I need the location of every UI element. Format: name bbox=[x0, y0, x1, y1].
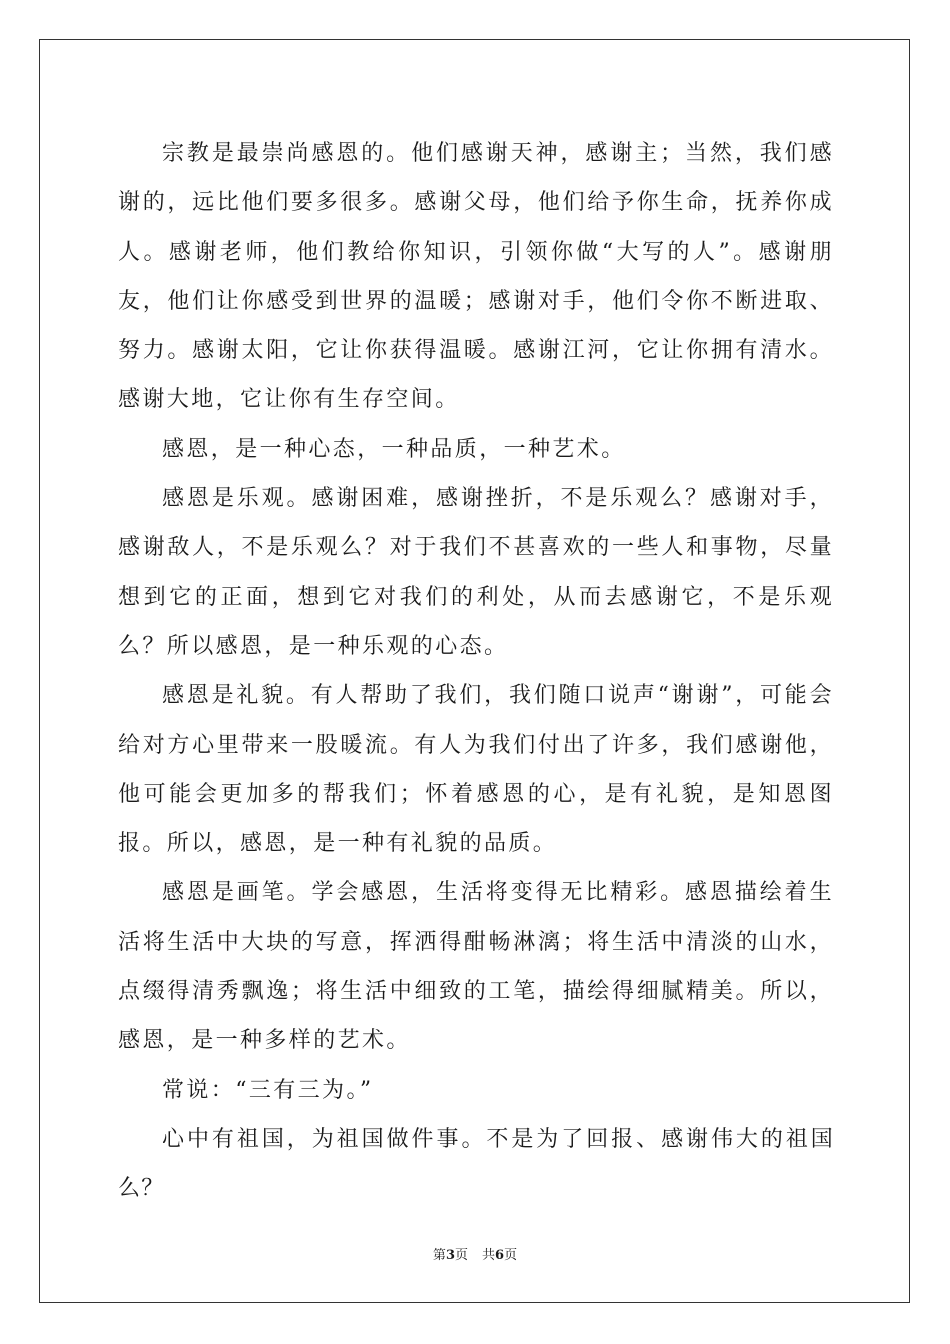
page-suffix: 页 bbox=[454, 1248, 468, 1263]
paragraph-5: 感恩是画笔。学会感恩，生活将变得无比精彩。感恩描绘着生活将生活中大块的写意，挥洒得酣畅淋漓；将生活中清淡的山水，点缀得清秀飘逸；将生活中细致的工笔，描绘得细腻精美。所以，感恩，是一种多样的艺术。 bbox=[118, 880, 834, 1054]
total-pages-number: 6 bbox=[495, 1248, 505, 1263]
document-body bbox=[118, 129, 834, 1214]
paragraph-7: 心中有祖国，为祖国做件事。不是为了回报、感谢伟大的祖国么？ bbox=[118, 1126, 834, 1202]
paragraph-3: 感恩是乐观。感谢困难，感谢挫折，不是乐观么？感谢对手，感谢敌人，不是乐观么？对于我们不甚喜欢的一些人和事物，尽量想到它的正面，想到它对我们的利处，从而去感谢它，不是乐观么？所以感恩，是一种乐观的心态。 bbox=[118, 486, 834, 659]
paragraph-2: 感恩，是一种心态，一种品质，一种艺术。 bbox=[162, 436, 626, 462]
paragraph-4: 感恩是礼貌。有人帮助了我们，我们随口说声“谢谢”，可能会给对方心里带来一股暖流。有人为我们付出了许多，我们感谢他，他可能会更加多的帮我们；怀着感恩的心，是有礼貌，是知恩图报。所以，感恩，是一种有礼貌的品质。 bbox=[118, 683, 834, 857]
current-page-number: 3 bbox=[445, 1248, 455, 1263]
page-prefix: 第 bbox=[432, 1248, 446, 1263]
paragraph-1: 宗教是最崇尚感恩的。他们感谢天神，感谢主；当然，我们感谢的，远比他们要多很多。感谢父母，他们给予你生命，抚养你成人。感谢老师，他们教给你知识，引领你做“大写的人”。感谢朋友，他们让你感受到世界的温暖；感谢对手，他们令你不断进取、努力。感谢太阳，它让你获得温暖。感谢江河，它让你拥有清水。感谢大地，它让你有生存空间。 bbox=[118, 141, 834, 413]
total-suffix: 页 bbox=[504, 1248, 518, 1263]
paragraph-6: 常说：“三有三为。” bbox=[162, 1077, 374, 1103]
page-footer bbox=[0, 1247, 950, 1265]
total-prefix: 共 bbox=[482, 1248, 496, 1263]
